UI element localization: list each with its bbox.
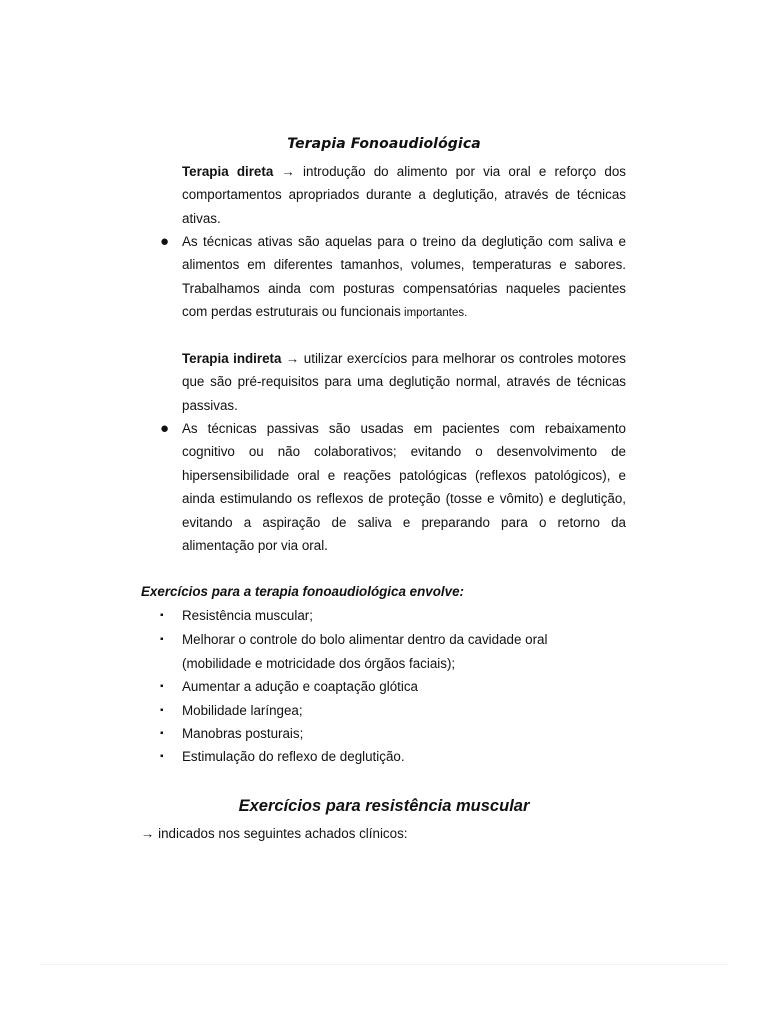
list-item: Resistência muscular;: [182, 608, 313, 623]
arrow-icon: →: [281, 351, 304, 366]
direct-therapy-label: Terapia direta: [182, 164, 274, 179]
indirect-therapy-label: Terapia indireta: [182, 351, 282, 366]
page-divider: [40, 964, 728, 965]
list-item: Melhorar o controle do bolo alimentar dentro da cavidade oral: [182, 632, 548, 647]
arrow-icon: →: [273, 164, 304, 179]
list-item: Mobilidade laríngea;: [182, 703, 303, 718]
active-techniques-paragraph: [182, 230, 626, 326]
list-item: Estimulação do reflexo de deglutição.: [182, 749, 405, 764]
passive-techniques-paragraph: As técnicas passivas são usadas em pacientes com rebaixamento cognitivo ou não colaborativos; evitando o desenvolvimento de hipersensibilidade oral e reações patológicas (reflexos patológicos), e ainda estimulando os reflexos de proteção (tosse e vômito) e deglutição, evitando a aspiração de saliva e preparando para o retorno da alimentação por via oral.: [182, 421, 626, 554]
square-bullet-icon: ▪: [160, 705, 164, 716]
bullet-dot-icon: ●: [160, 233, 170, 250]
direct-therapy-text: introdução do alimento por via oral e reforço dos comportamentos apropriados durante a deglutição, através de técnicas ativas.: [182, 164, 626, 226]
active-techniques-small-text: importantes.: [400, 307, 468, 320]
bullet-dot-icon: ●: [160, 420, 170, 437]
resistance-heading: Exercícios para resistência muscular: [238, 797, 530, 815]
indirect-therapy-text: utilizar exercícios para melhorar os controles motores que são pré-requisitos para uma deglutição normal, através de técnicas passivas.: [182, 351, 626, 413]
exercises-heading: Exercícios para a terapia fonoaudiológica envolve:: [141, 584, 464, 599]
indirect-therapy-paragraph: [182, 347, 626, 417]
list-item: Aumentar a adução e coaptação glótica: [182, 679, 418, 694]
direct-therapy-paragraph: [182, 160, 626, 230]
square-bullet-icon: ▪: [160, 634, 164, 645]
list-item: Manobras posturais;: [182, 726, 304, 741]
clinical-findings-text: → indicados nos seguintes achados clínicos:: [141, 826, 408, 841]
active-techniques-text: As técnicas ativas são aquelas para o treino da deglutição com saliva e alimentos em diferentes tamanhos, volumes, temperaturas e sabores. Trabalhamos ainda com posturas compensatórias naqueles pacientes com perdas estruturais ou funcionais: [182, 234, 626, 320]
square-bullet-icon: ▪: [160, 681, 164, 692]
square-bullet-icon: ▪: [160, 610, 164, 621]
square-bullet-icon: ▪: [160, 751, 164, 762]
document-title: Terapia Fonoaudiológica: [287, 136, 481, 152]
square-bullet-icon: ▪: [160, 728, 164, 739]
list-item-continuation: (mobilidade e motricidade dos órgãos faciais);: [182, 656, 456, 671]
